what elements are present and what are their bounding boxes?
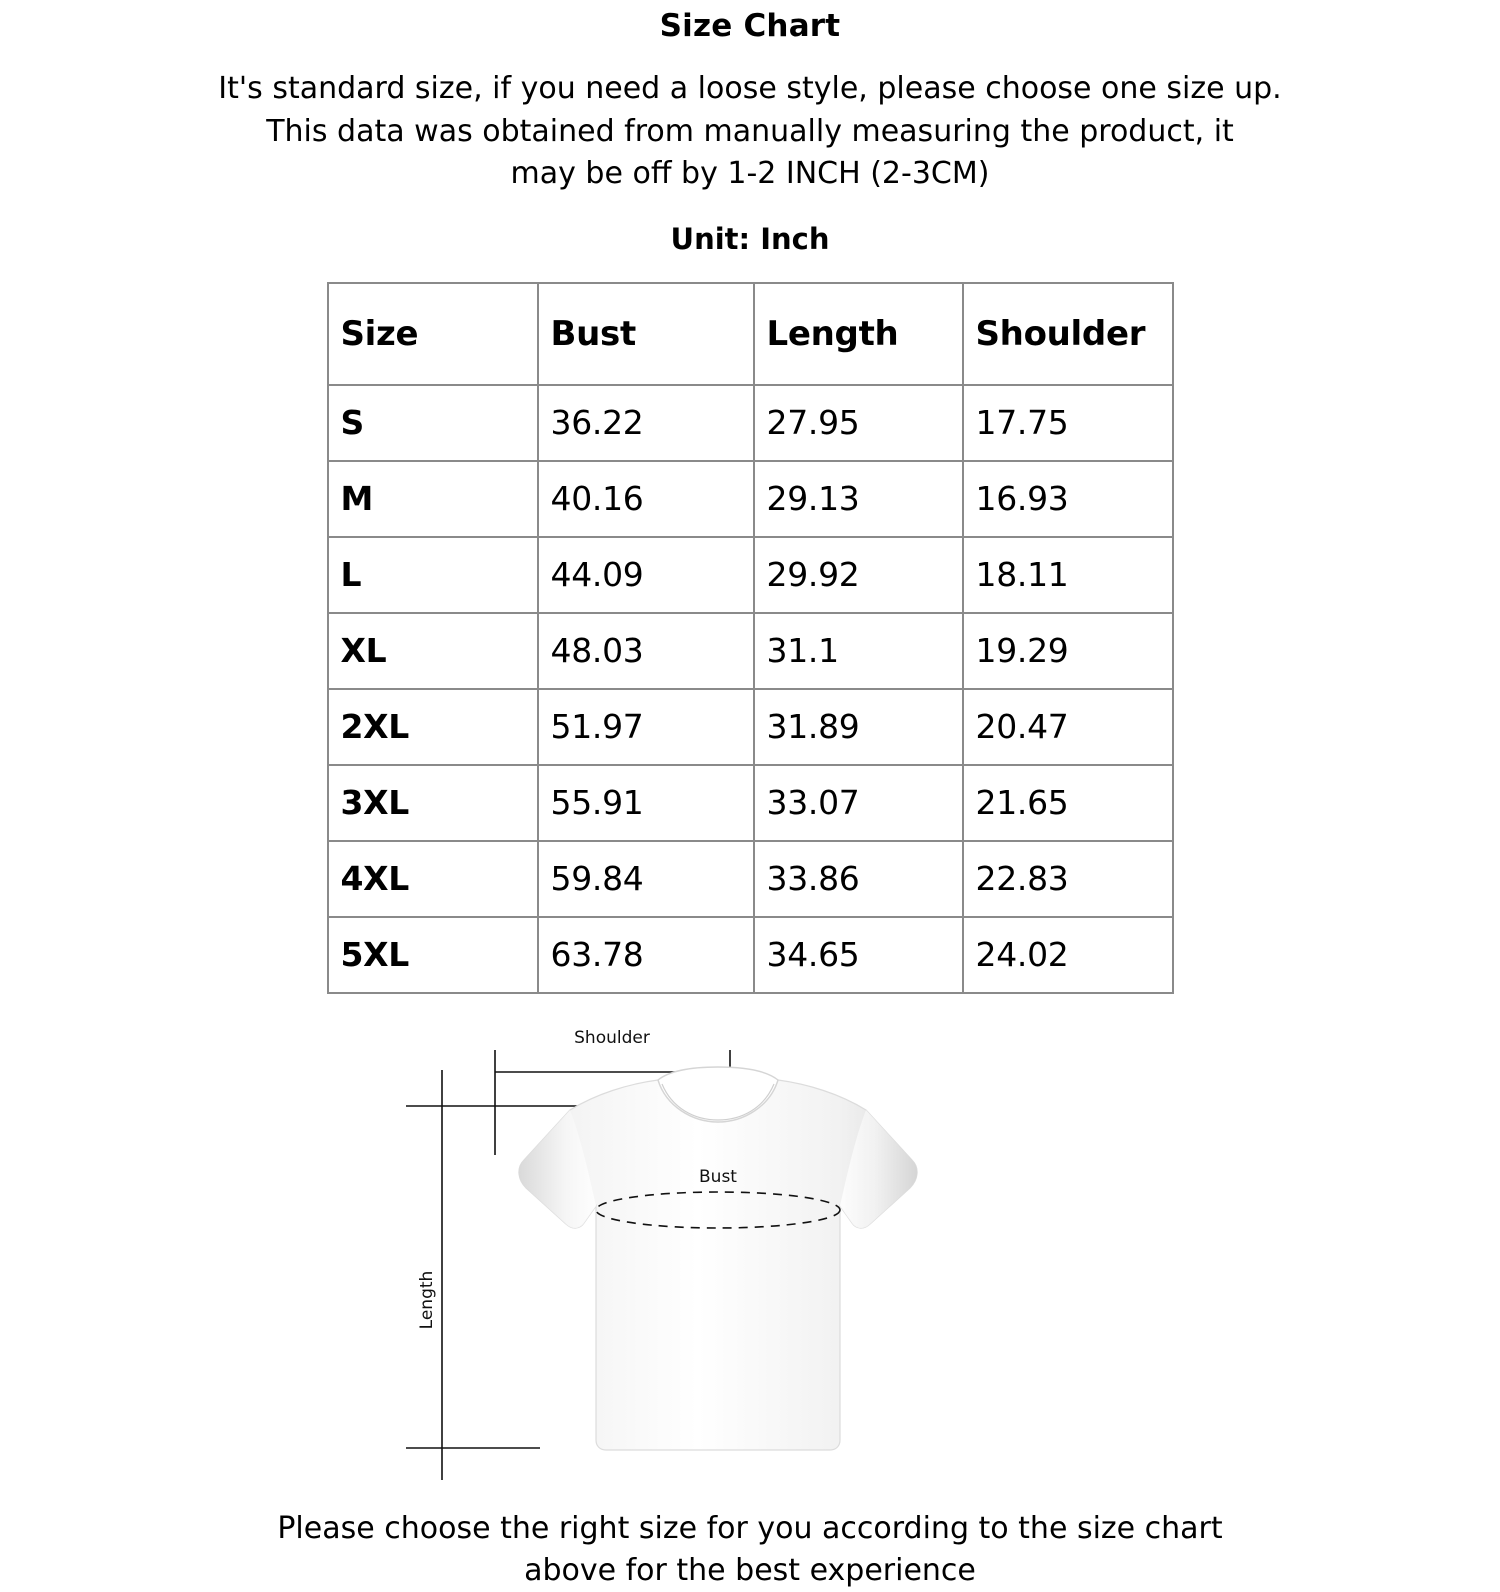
table-row [328, 689, 1173, 765]
cell-size: S [328, 385, 538, 461]
cell-size: 2XL [328, 689, 538, 765]
footer-line-1: Please choose the right size for you according to the size chart [277, 1510, 1223, 1546]
measurement-diagram [400, 1010, 1100, 1490]
footer-line-2: above for the best experience [524, 1552, 976, 1588]
cell-shoulder: 16.93 [963, 461, 1173, 537]
footer-text [200, 1508, 1300, 1592]
cell-shoulder: 18.11 [963, 537, 1173, 613]
intro-line-2: This data was obtained from manually measuring the product, it [266, 113, 1234, 149]
cell-length: 33.86 [754, 841, 963, 917]
table-row [328, 461, 1173, 537]
cell-length: 31.89 [754, 689, 963, 765]
table-row [328, 841, 1173, 917]
table-row [328, 613, 1173, 689]
cell-bust: 48.03 [538, 613, 754, 689]
table-row [328, 537, 1173, 613]
cell-length: 29.92 [754, 537, 963, 613]
cell-shoulder: 19.29 [963, 613, 1173, 689]
size-table [327, 282, 1174, 994]
intro-line-1: It's standard size, if you need a loose style, please choose one size up. [218, 71, 1282, 106]
cell-length: 29.13 [754, 461, 963, 537]
cell-size: 4XL [328, 841, 538, 917]
cell-length: 33.07 [754, 765, 963, 841]
cell-bust: 40.16 [538, 461, 754, 537]
cell-shoulder: 17.75 [963, 385, 1173, 461]
column-header-bust: Bust [538, 283, 754, 385]
unit-label: Unit: Inch [670, 221, 830, 256]
page-title: Size Chart [659, 8, 841, 44]
cell-bust: 63.78 [538, 917, 754, 993]
table-row [328, 917, 1173, 993]
cell-shoulder: 22.83 [963, 841, 1173, 917]
intro-line-3: may be off by 1-2 INCH (2-3CM) [510, 156, 990, 192]
intro-text [195, 68, 1305, 196]
length-dimension-label: Length [417, 1270, 437, 1330]
cell-size: M [328, 461, 538, 537]
table-row [328, 765, 1173, 841]
bust-dimension-label: Bust [699, 1166, 737, 1187]
cell-shoulder: 21.65 [963, 765, 1173, 841]
shoulder-dimension-label: Shoulder [574, 1027, 650, 1048]
cell-shoulder: 24.02 [963, 917, 1173, 993]
cell-size: XL [328, 613, 538, 689]
cell-bust: 59.84 [538, 841, 754, 917]
tshirt-illustration [519, 1080, 917, 1450]
cell-length: 27.95 [754, 385, 963, 461]
cell-shoulder: 20.47 [963, 689, 1173, 765]
cell-size: 3XL [328, 765, 538, 841]
cell-bust: 51.97 [538, 689, 754, 765]
cell-bust: 36.22 [538, 385, 754, 461]
cell-length: 31.1 [754, 613, 963, 689]
column-header-length: Length [754, 283, 963, 385]
cell-size: 5XL [328, 917, 538, 993]
column-header-shoulder: Shoulder [963, 283, 1173, 385]
cell-size: L [328, 537, 538, 613]
table-row [328, 385, 1173, 461]
cell-bust: 55.91 [538, 765, 754, 841]
cell-bust: 44.09 [538, 537, 754, 613]
column-header-size: Size [328, 283, 538, 385]
cell-length: 34.65 [754, 917, 963, 993]
table-header-row [328, 283, 1173, 385]
